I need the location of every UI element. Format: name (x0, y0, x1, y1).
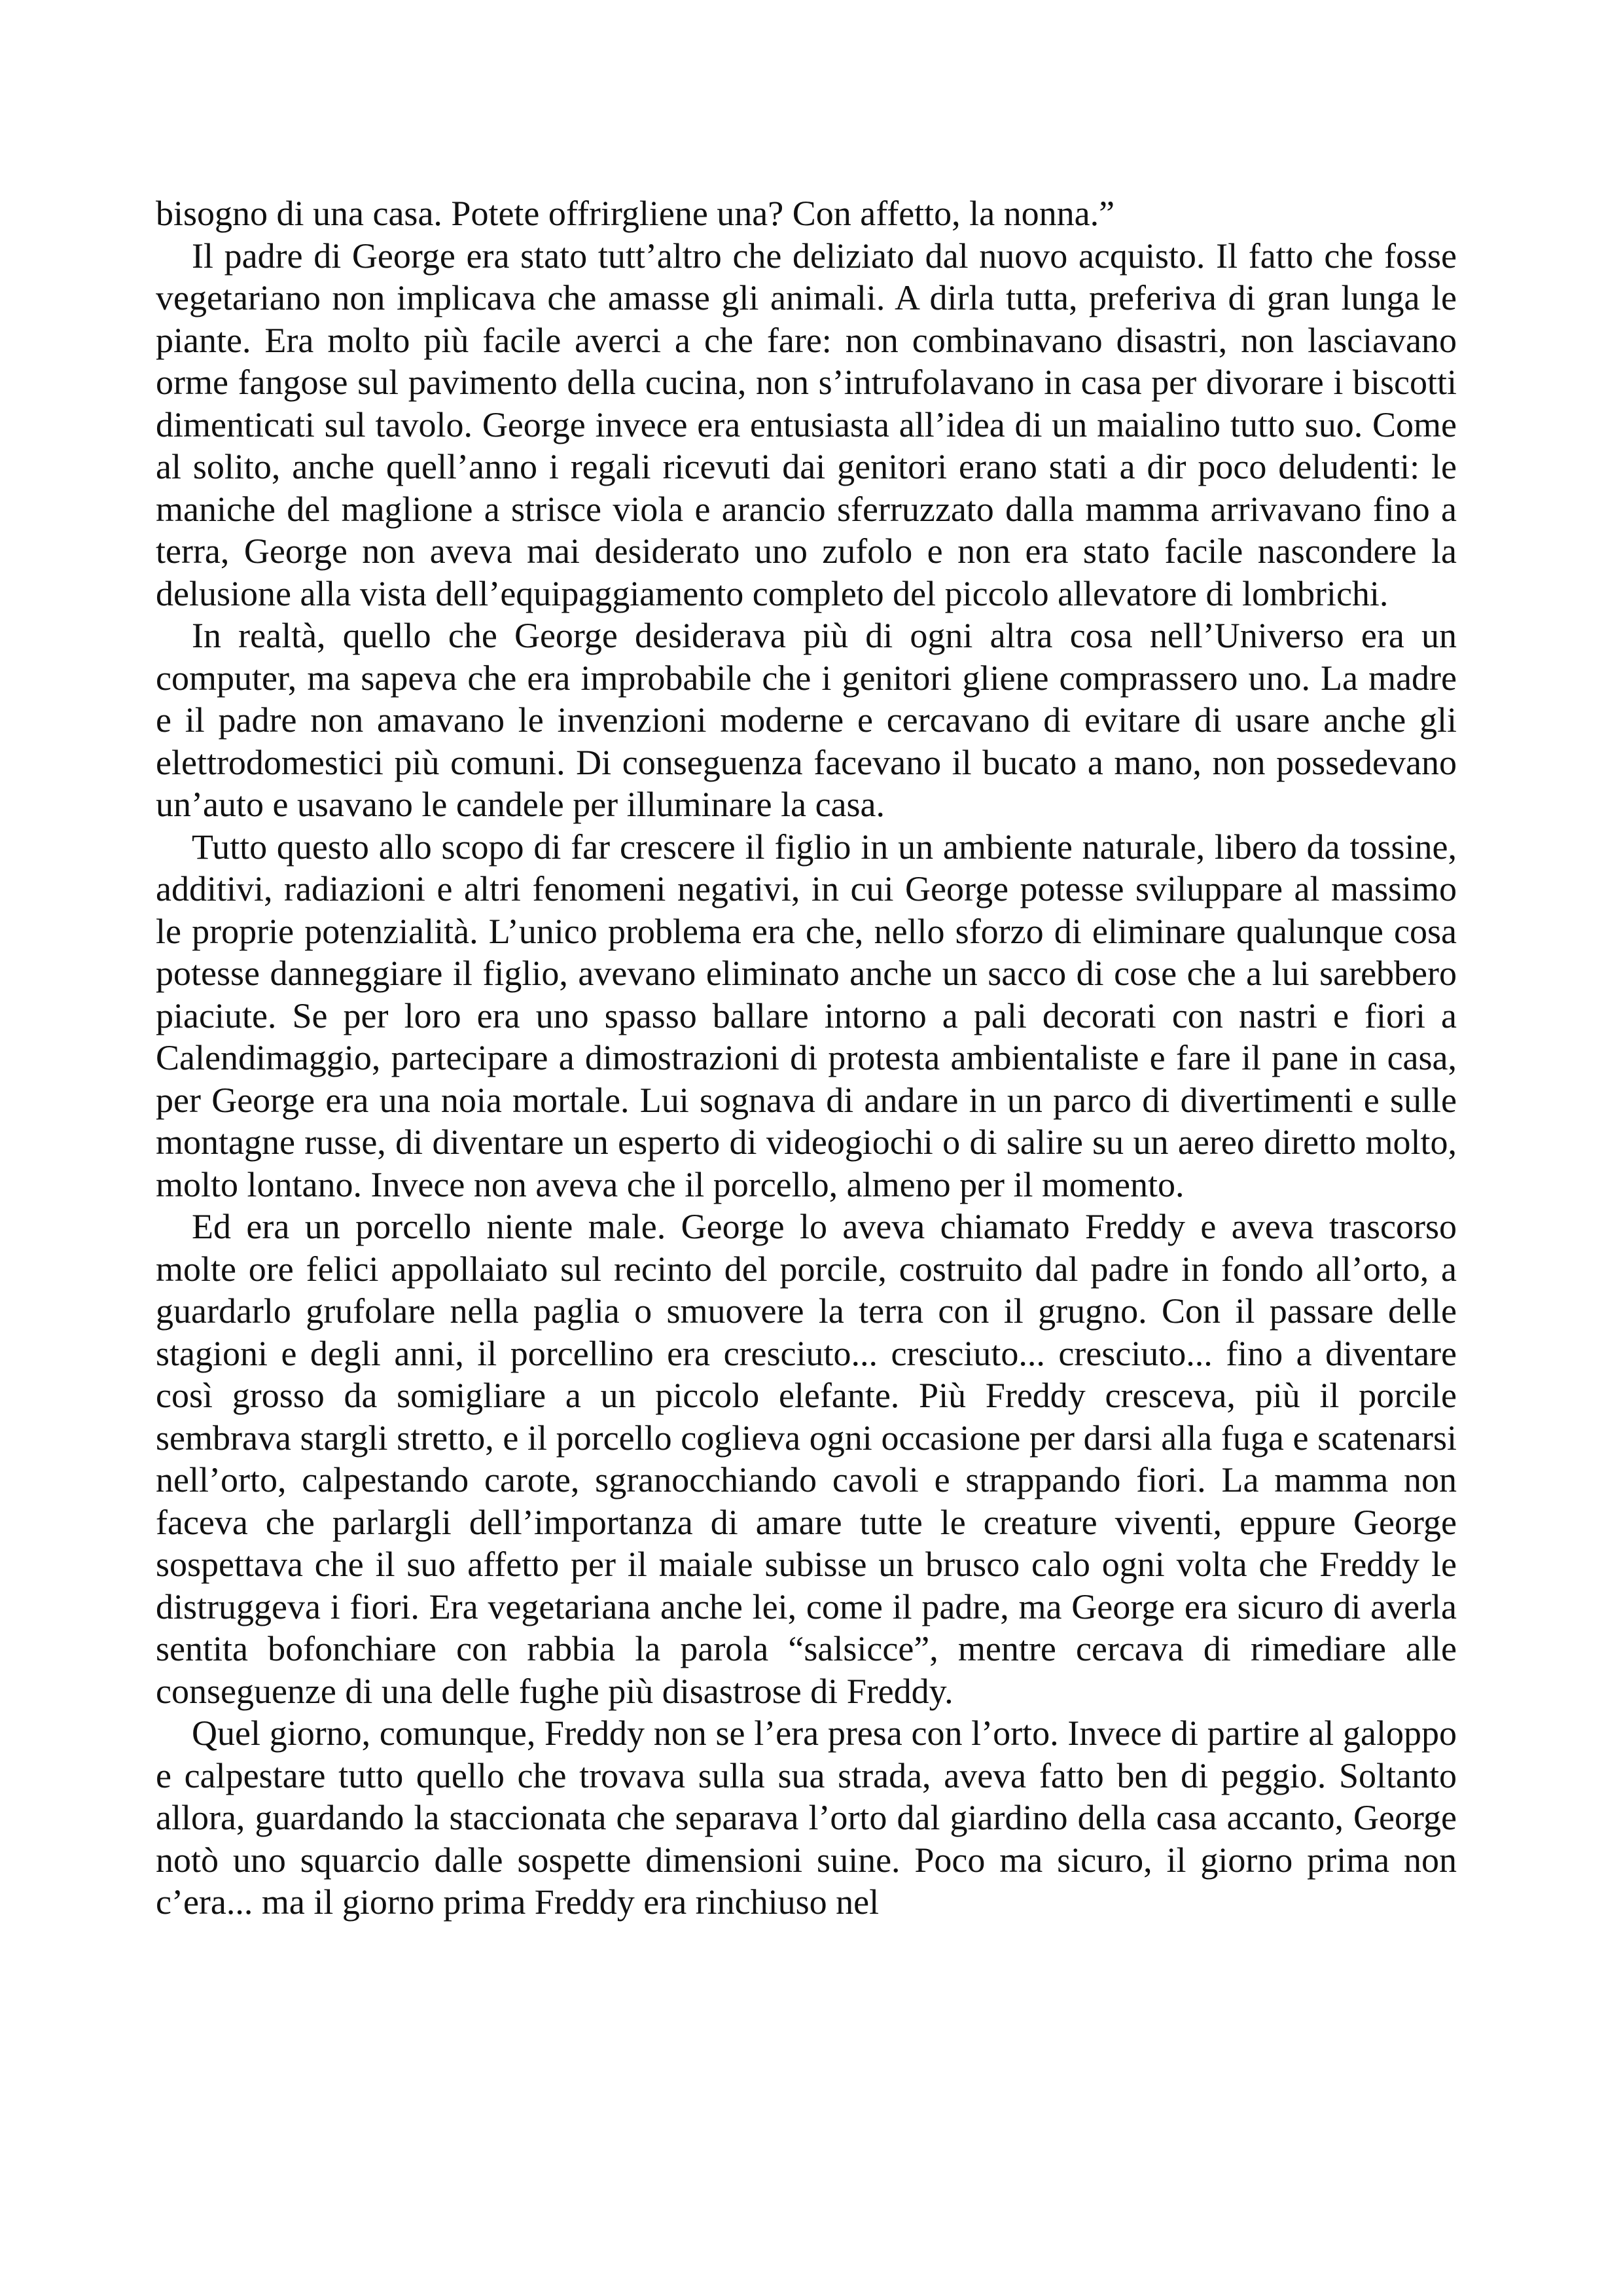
paragraph-continuation: bisogno di una casa. Potete offrirgliene una? Con affetto, la nonna.” (156, 194, 1115, 233)
page-text (156, 192, 1457, 1924)
paragraph: Tutto questo allo scopo di far crescere il figlio in un ambiente naturale, libero da tossine, additivi, radiazioni e altri fenomeni negativi, in cui George potesse sviluppare al massimo le proprie potenzialità. L’unico problema era che, nello sforzo di eliminare qualunque cosa potesse danneggiare il figlio, avevano eliminato anche un sacco di cose che a lui sarebbero piaciute. Se per loro era uno spasso ballare intorno a pali decorati con nastri e fiori a Calendimaggio, partecipare a dimostrazioni di protesta ambientaliste e fare il pane in casa, per George era una noia mortale. Lui sognava di andare in un parco di divertimenti e sulle montagne russe, di diventare un esperto di videogiochi o di salire su un aereo diretto molto, molto lontano. Invece non aveva che il porcello, almeno per il momento. (156, 827, 1457, 1204)
paragraph: Il padre di George era stato tutt’altro che deliziato dal nuovo acquisto. Il fatto che fosse vegetariano non implicava che amasse gli animali. A dirla tutta, preferiva di gran lunga le piante. Era molto più facile averci a che fare: non combinavano disastri, non lasciavano orme fangose sul pavimento della cucina, non s’intrufolavano in casa per divorare i biscotti dimenticati sul tavolo. George invece era entusiasta all’idea di un maialino tutto suo. Come al solito, anche quell’anno i regali ricevuti dai genitori erano stati a dir poco deludenti: le maniche del maglione a strisce viola e arancio sferruzzato dalla mamma arrivavano fino a terra, George non aveva mai desiderato uno zufolo e non era stato facile nascondere la delusione alla vista dell’equipaggiamento completo del piccolo allevatore di lombrichi. (156, 236, 1457, 613)
paragraph: Quel giorno, comunque, Freddy non se l’era presa con l’orto. Invece di partire al galoppo e calpestare tutto quello che trovava sulla sua strada, aveva fatto ben di peggio. Soltanto allora, guardando la staccionata che separava l’orto dal giardino della casa accanto, George notò uno squarcio dalle sospette dimensioni suine. Poco ma sicuro, il giorno prima non c’era... ma il giorno prima Freddy era rinchiuso nel (156, 1713, 1457, 1922)
paragraph: In realtà, quello che George desiderava più di ogni altra cosa nell’Universo era un computer, ma sapeva che era improbabile che i genitori gliene comprassero uno. La madre e il padre non amavano le invenzioni moderne e cercavano di evitare di usare anche gli elettrodomestici più comuni. Di conseguenza facevano il bucato a mano, non possedevano un’auto e usavano le candele per illuminare la casa. (156, 616, 1457, 824)
paragraph: Ed era un porcello niente male. George lo aveva chiamato Freddy e aveva trascorso molte ore felici appollaiato sul recinto del porcile, costruito dal padre in fondo all’orto, a guardarlo grufolare nella paglia o smuovere la terra con il grugno. Con il passare delle stagioni e degli anni, il porcellino era cresciuto... cresciuto... cresciuto... fino a diventare così grosso da somigliare a un piccolo elefante. Più Freddy cresceva, più il porcile sembrava stargli stretto, e il porcello coglieva ogni occasione per darsi alla fuga e scatenarsi nell’orto, calpestando carote, sgranocchiando cavoli e strappando fiori. La mamma non faceva che parlargli dell’importanza di amare tutte le creature viventi, eppure George sospettava che il suo affetto per il maiale subisse un brusco calo ogni volta che Freddy le distruggeva i fiori. Era vegetariana anche lei, come il padre, ma George era sicuro di averla sentita bofonchiare con rabbia la parola “salsicce”, mentre cercava di rimediare alle conseguenze di una delle fughe più disastrose di Freddy. (156, 1207, 1457, 1711)
